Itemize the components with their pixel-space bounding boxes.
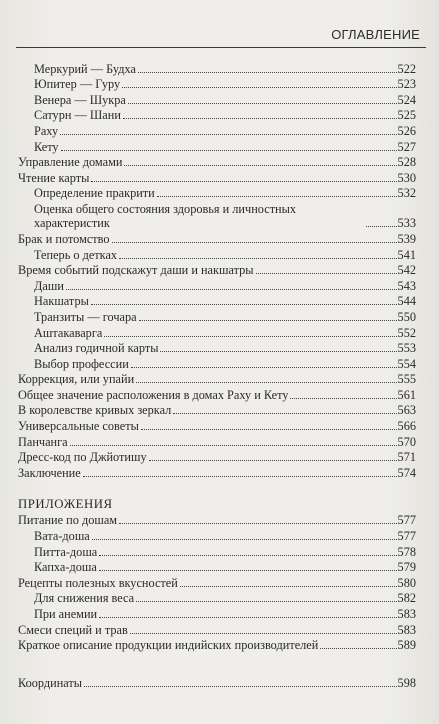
dot-leader bbox=[66, 289, 397, 290]
toc-entry[interactable] bbox=[18, 324, 416, 340]
toc-entry-title: Меркурий — Будха bbox=[34, 61, 136, 76]
toc-entry[interactable] bbox=[18, 76, 416, 92]
toc-entry-page: 579 bbox=[397, 560, 416, 575]
toc-entry-title: Коррекция, или упайи bbox=[18, 372, 135, 387]
toc-entry-title: Брак и потомство bbox=[18, 231, 110, 246]
toc-entry[interactable] bbox=[18, 527, 416, 543]
dot-leader bbox=[99, 570, 397, 571]
toc-entry-title: Краткое описание продукции индийских производителей bbox=[18, 638, 319, 653]
dot-leader bbox=[104, 336, 396, 337]
toc-entry-page: 543 bbox=[397, 278, 416, 293]
dot-leader bbox=[139, 320, 397, 321]
toc-entry[interactable] bbox=[18, 433, 416, 449]
toc-entry-page: 561 bbox=[397, 387, 416, 402]
dot-leader bbox=[61, 150, 397, 151]
toc-entry[interactable] bbox=[18, 262, 416, 278]
toc-entry-title: Панчанга bbox=[18, 434, 68, 449]
dot-leader bbox=[130, 633, 397, 634]
dot-leader bbox=[173, 413, 396, 414]
toc-entry-page: 541 bbox=[397, 247, 416, 262]
toc-entry-title: Капха-доша bbox=[34, 560, 97, 575]
toc-appendix-list bbox=[18, 512, 416, 652]
toc-entry-title: Универсальные советы bbox=[18, 419, 139, 434]
toc-entry[interactable] bbox=[18, 605, 416, 621]
toc-entry-page: 539 bbox=[397, 231, 416, 246]
dot-leader bbox=[122, 87, 396, 88]
toc-entry[interactable] bbox=[18, 386, 416, 402]
dot-leader bbox=[112, 242, 397, 243]
toc-entry[interactable] bbox=[18, 293, 416, 309]
dot-leader bbox=[91, 181, 396, 182]
toc-entry-title: Управление домами bbox=[18, 155, 123, 170]
toc-entry-page: 583 bbox=[397, 622, 416, 637]
toc-entry-page: 542 bbox=[397, 263, 416, 278]
toc-entry[interactable] bbox=[18, 138, 416, 154]
dot-leader bbox=[138, 72, 397, 73]
toc-entry-page: 598 bbox=[397, 675, 416, 690]
dot-leader bbox=[99, 555, 396, 556]
dot-leader bbox=[83, 476, 397, 477]
toc-entry-title: Координаты bbox=[18, 675, 83, 690]
dot-leader bbox=[124, 165, 396, 166]
dot-leader bbox=[157, 196, 397, 197]
toc-entry[interactable] bbox=[18, 355, 416, 371]
dot-leader bbox=[141, 429, 397, 430]
dot-leader bbox=[70, 445, 397, 446]
toc-entry-title: Аштакаварга bbox=[34, 325, 103, 340]
toc-entry-page: 582 bbox=[397, 591, 416, 606]
toc-entry-page: 533 bbox=[397, 216, 416, 231]
dot-leader bbox=[123, 118, 397, 119]
page-header bbox=[16, 24, 426, 48]
toc-entry-page: 522 bbox=[397, 61, 416, 76]
toc-entry-page: 532 bbox=[397, 186, 416, 201]
toc-entry-page: 580 bbox=[397, 575, 416, 590]
toc-entry-title: Вата-доша bbox=[34, 529, 90, 544]
toc-entry-title: Заключение bbox=[18, 465, 81, 480]
dot-leader bbox=[119, 258, 396, 259]
toc-entry-title: Время событий подскажут даши и накшатры bbox=[18, 263, 254, 278]
toc-entry-page: 566 bbox=[397, 419, 416, 434]
toc-entry-page: 578 bbox=[397, 544, 416, 559]
toc-entry[interactable] bbox=[18, 449, 416, 465]
toc-entry-page: 530 bbox=[397, 170, 416, 185]
toc-entry-title: Венера — Шукра bbox=[34, 92, 126, 107]
toc-entry[interactable] bbox=[18, 169, 416, 185]
dot-leader bbox=[256, 273, 397, 274]
table-of-contents bbox=[18, 60, 416, 690]
dot-leader bbox=[84, 686, 396, 687]
dot-leader bbox=[91, 304, 397, 305]
toc-entry[interactable] bbox=[18, 512, 416, 528]
toc-entry[interactable] bbox=[18, 464, 416, 480]
dot-leader bbox=[99, 617, 396, 618]
toc-entry-coordinates[interactable] bbox=[18, 674, 416, 690]
toc-entry[interactable] bbox=[18, 107, 416, 123]
toc-entry-page: 563 bbox=[397, 403, 416, 418]
dot-leader bbox=[180, 586, 397, 587]
dot-leader bbox=[149, 460, 397, 461]
dot-leader bbox=[160, 351, 396, 352]
toc-entry[interactable] bbox=[18, 185, 416, 201]
toc-entry-page: 577 bbox=[397, 513, 416, 528]
toc-entry[interactable] bbox=[18, 621, 416, 637]
toc-entry-page: 523 bbox=[397, 77, 416, 92]
dot-leader bbox=[320, 648, 396, 649]
toc-entry[interactable] bbox=[18, 230, 416, 246]
dot-leader bbox=[119, 523, 396, 524]
toc-entry-title: Питание по дошам bbox=[18, 513, 118, 528]
toc-entry[interactable] bbox=[18, 543, 416, 559]
dot-leader bbox=[366, 226, 397, 227]
toc-entry[interactable] bbox=[18, 122, 416, 138]
toc-entry-page: 555 bbox=[397, 372, 416, 387]
toc-entry-title: Определение пракрити bbox=[34, 186, 155, 201]
toc-entry-title: Накшатры bbox=[34, 294, 89, 309]
toc-entry-title: Выбор профессии bbox=[34, 356, 129, 371]
appendix-heading: ПРИЛОЖЕНИЯ bbox=[18, 496, 113, 511]
toc-entry[interactable] bbox=[18, 60, 416, 76]
toc-entry-title: Сатурн — Шани bbox=[34, 108, 121, 123]
toc-entry-page: 577 bbox=[397, 529, 416, 544]
toc-entry-title: В королевстве кривых зеркал bbox=[18, 403, 172, 418]
dot-leader bbox=[131, 367, 397, 368]
toc-entry[interactable] bbox=[18, 308, 416, 324]
toc-entry-title: Юпитер — Гуру bbox=[34, 77, 121, 92]
running-title: ОГЛАВЛЕНИЕ bbox=[331, 27, 420, 42]
dot-leader bbox=[128, 103, 397, 104]
dot-leader bbox=[136, 382, 396, 383]
toc-entry-page: 544 bbox=[397, 294, 416, 309]
toc-entry[interactable] bbox=[18, 574, 416, 590]
toc-entry-title: Раху bbox=[34, 123, 59, 138]
toc-entry-title: Даши bbox=[34, 278, 64, 293]
dot-leader bbox=[60, 134, 396, 135]
toc-entry-title: Питта-доша bbox=[34, 544, 98, 559]
toc-entry-title: Смеси специй и трав bbox=[18, 622, 128, 637]
dot-leader bbox=[290, 398, 396, 399]
toc-entry[interactable] bbox=[18, 154, 416, 170]
toc-entry-page: 589 bbox=[397, 638, 416, 653]
toc-entry-page: 570 bbox=[397, 434, 416, 449]
toc-entry-title: Кету bbox=[34, 139, 59, 154]
toc-main-list bbox=[18, 60, 416, 480]
toc-entry-title: Транзиты — гочара bbox=[34, 309, 137, 324]
toc-entry[interactable] bbox=[18, 402, 416, 418]
toc-entry-title: Дресс-код по Джйотишу bbox=[18, 450, 147, 465]
toc-entry[interactable] bbox=[18, 91, 416, 107]
toc-entry-page: 527 bbox=[397, 139, 416, 154]
toc-entry-title: Общее значение расположения в домах Раху и Кету bbox=[18, 387, 289, 402]
toc-entry-title: При анемии bbox=[34, 607, 98, 621]
toc-entry-page: 528 bbox=[397, 155, 416, 170]
toc-entry-page: 553 bbox=[397, 341, 416, 356]
dot-leader bbox=[136, 601, 396, 602]
toc-entry[interactable] bbox=[18, 637, 416, 653]
toc-entry[interactable] bbox=[18, 246, 416, 262]
toc-entry[interactable] bbox=[18, 340, 416, 356]
toc-entry-page: 526 bbox=[397, 123, 416, 138]
toc-entry-title: Теперь о детках bbox=[34, 247, 118, 262]
toc-entry[interactable] bbox=[18, 277, 416, 293]
toc-entry-page: 524 bbox=[397, 92, 416, 107]
toc-entry-page: 552 bbox=[397, 325, 416, 340]
toc-entry[interactable] bbox=[18, 559, 416, 575]
toc-entry-page: 571 bbox=[397, 450, 416, 465]
toc-entry-title: Для снижения веса bbox=[34, 591, 135, 606]
toc-entry-title: Чтение карты bbox=[18, 170, 90, 185]
toc-entry-page: 583 bbox=[397, 607, 416, 621]
toc-entry[interactable] bbox=[18, 371, 416, 387]
toc-entry-title: Рецепты полезных вкусностей bbox=[18, 575, 178, 590]
toc-entry-title: Оценка общего состояния здоровья и личностных характеристик bbox=[34, 202, 297, 231]
toc-entry[interactable] bbox=[18, 590, 416, 606]
toc-entry-page: 525 bbox=[397, 108, 416, 123]
dot-leader bbox=[92, 539, 397, 540]
toc-entry-page: 554 bbox=[397, 356, 416, 371]
toc-entry-page: 574 bbox=[397, 465, 416, 480]
toc-entry[interactable] bbox=[18, 417, 416, 433]
toc-entry-title: Анализ годичной карты bbox=[34, 341, 159, 356]
toc-entry[interactable] bbox=[18, 200, 416, 230]
toc-entry-page: 550 bbox=[397, 309, 416, 324]
